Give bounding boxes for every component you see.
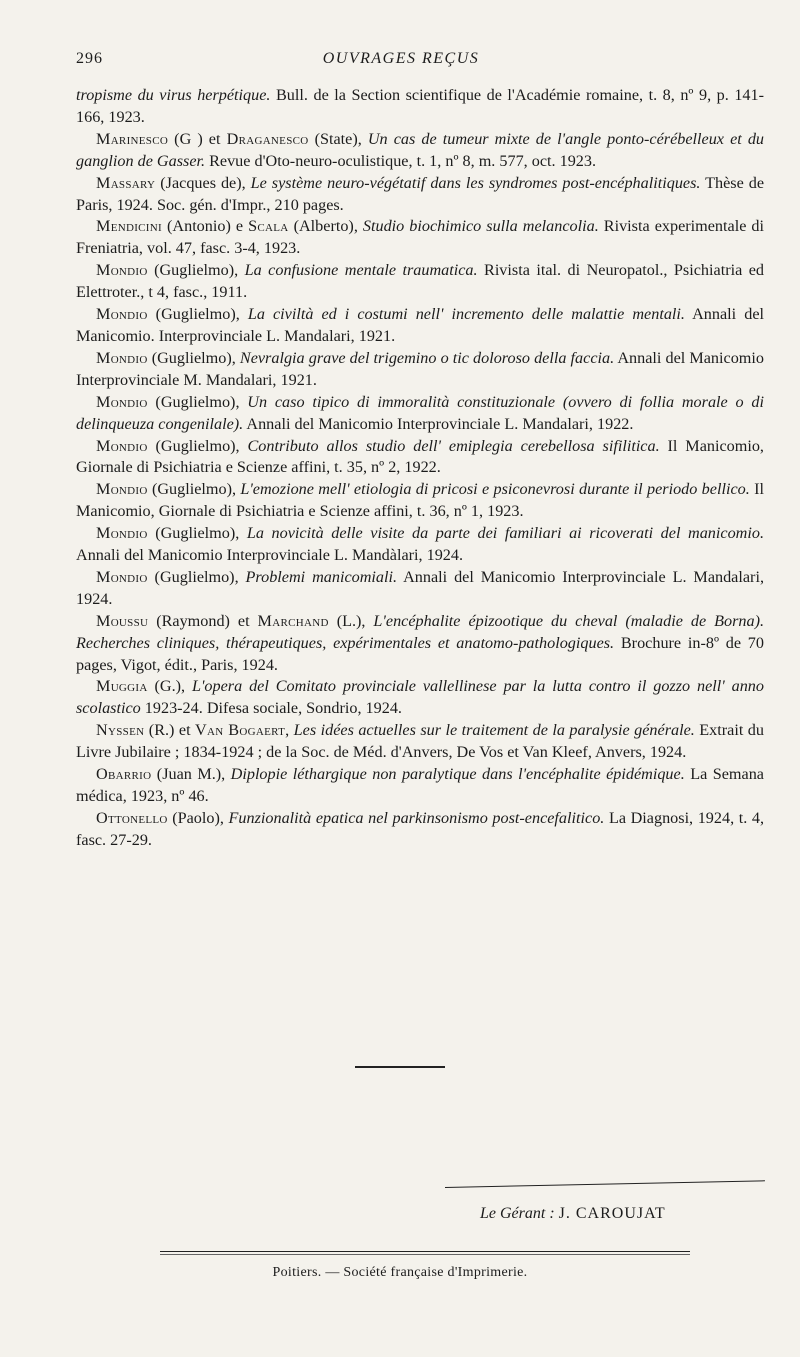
entry-title: Les idées actuelles sur le traitement de la paralysie générale.: [293, 721, 695, 740]
entry-forename: (Guglielmo),: [147, 567, 246, 586]
bibliography-entry: [76, 304, 764, 348]
bibliography-entry: [76, 808, 764, 852]
entry-title: Le système neuro-végétatif dans les syndromes post-encéphalitiques.: [250, 173, 701, 192]
section-divider: [355, 1066, 445, 1068]
entry-author: Mondio: [96, 392, 148, 411]
entry-forename: (Guglielmo),: [147, 480, 241, 499]
entry-connector: (R.) et: [144, 721, 196, 740]
entry-title: Diplopie léthargique non paralytique dans l'encéphalite épidémique.: [230, 765, 685, 784]
bibliography-entry: [76, 173, 764, 217]
entry-publication: Thèse de Paris, 1924. Soc. gén. d'Impr., 210 pages.: [76, 173, 765, 214]
entry-forename: (Alberto),: [288, 217, 363, 236]
footer-rule: [160, 1251, 690, 1252]
entry-publication: Extrait du Livre Jubilaire ; 1834-1924 ; de la Soc. de Méd. d'Anvers, De Vos et Van Kleef, Anvers, 1924.: [76, 721, 764, 762]
bibliography-entry: [76, 129, 764, 173]
entry-author: Nyssen: [96, 721, 145, 740]
entry-author: Mondio: [96, 305, 148, 324]
gerant-name: J. CAROUJAT: [558, 1205, 666, 1222]
entry-author: Obarrio: [96, 765, 152, 784]
entry-forename: (Guglielmo),: [147, 348, 240, 367]
page-header: [76, 50, 726, 74]
entry-publication: 1923-24. Difesa sociale, Sondrio, 1924.: [140, 699, 402, 718]
entry-coauthor: Van Bogaert: [195, 721, 286, 740]
entry-author: Mondio: [96, 436, 148, 455]
bibliography-entry: [76, 764, 764, 808]
entry-forename: (State),: [308, 129, 368, 148]
entry-publication: Il Manicomio, Giornale di Psichiatria e Scienze affini, t. 36, nº 1, 1923.: [76, 480, 764, 521]
entry-publication: Revue d'Oto-neuro-oculistique, t. 1, nº 8, m. 577, oct. 1923.: [205, 151, 597, 170]
entry-title: Studio biochimico sulla melancolia.: [362, 217, 599, 236]
entry-publication: Il Manicomio, Giornale di Psichiatria e Scienze affini, t. 35, nº 2, 1922.: [76, 436, 764, 477]
entry-title: Problemi manicomiali.: [245, 567, 398, 586]
entry-title: L'emozione mell' etiologia di pricosi e psiconevrosi durante il periodo bellico.: [240, 480, 750, 499]
entry-publication: Annali del Manicomio Interprovinciale L. Mandàlari, 1924.: [76, 546, 464, 565]
entry-publication: Rivista experimentale di Freniatria, vol. 47, fasc. 3-4, 1923.: [76, 217, 764, 258]
gerant-label: Le Gérant :: [480, 1205, 555, 1222]
entry-title: L'encéphalite épizootique du cheval (maladie de Borna). Recherches cliniques, thérapeutiques, expérimentales et anatomo-pathologiques.: [76, 611, 765, 652]
bibliography-list: [76, 85, 764, 852]
signature-rule: [445, 1180, 765, 1188]
entry-title: Funzionalità epatica nel parkinsonismo post-encefalitico.: [228, 808, 605, 827]
bibliography-entry: [76, 260, 764, 304]
bibliography-entry: [76, 720, 764, 764]
entry-forename: (Paolo),: [167, 808, 229, 827]
entry-author: Mondio: [96, 480, 148, 499]
bibliography-entry: [76, 523, 764, 567]
entry-author: Marinesco: [96, 129, 169, 148]
entry-publication: Brochure in-8º de 70 pages, Vigot, édit., Paris, 1924.: [76, 633, 764, 674]
entry-title: La confusione mentale traumatica.: [244, 261, 478, 280]
entry-forename: (Guglielmo),: [147, 524, 247, 543]
entry-title: Un caso tipico di immoralità constituzionale (ovvero di follia morale o di delinqueuza congenilale).: [76, 392, 764, 433]
entry-forename: (L.),: [328, 611, 374, 630]
entry-publication: Annali del Manicomio Interprovinciale M. Mandalari, 1921.: [76, 348, 764, 389]
entry-title: L'opera del Comitato provinciale vallellinese par la lutta contro il gozzo nell' anno scolastico: [76, 677, 764, 718]
entry-publication: Rivista ital. di Neuropatol., Psichiatria ed Elettroter., t 4, fasc., 1911.: [76, 261, 764, 302]
entry-title: Nevralgia grave del trigemino o tic doloroso della faccia.: [239, 348, 615, 367]
entry-forename: (Guglielmo),: [147, 436, 248, 455]
entry-author: Mondio: [96, 567, 148, 586]
entry-author: Mondio: [96, 524, 148, 543]
entry-publication: Annali del Manicomio Interprovinciale L. Mandalari, 1924.: [76, 567, 764, 608]
bibliography-entry: [76, 436, 764, 480]
running-title: OUVRAGES REÇUS: [322, 50, 480, 67]
page-number: 296: [76, 50, 103, 67]
entry-publication: Bull. de la Section scientifique de l'Académie romaine, t. 8, nº 9, p. 141-166, 1923.: [76, 86, 764, 126]
entry-coauthor: Scala: [248, 217, 289, 236]
entry-forename: (Juan M.),: [151, 765, 231, 784]
entry-forename: (Jacques de),: [155, 173, 251, 192]
entry-author: Mondio: [96, 261, 148, 280]
entry-coauthor: Marchand: [257, 611, 329, 630]
bibliography-entry: [76, 348, 764, 392]
bibliography-entry: [76, 479, 764, 523]
footer-rule-secondary: [160, 1254, 690, 1255]
entry-title: tropisme du virus herpétique.: [76, 86, 271, 104]
entry-title: La novicità delle visite da parte dei familiari ai ricoverati del manicomio.: [246, 524, 764, 543]
gerant-line: [480, 1205, 760, 1223]
printer-imprint: Poitiers. — Société française d'Imprimerie.: [272, 1265, 528, 1280]
bibliography-entry: [76, 216, 764, 260]
entry-publication: La Semana médica, 1923, nº 46.: [76, 765, 764, 805]
entry-connector: (Antonio) e: [161, 217, 249, 236]
entry-author: Ottonello: [96, 808, 168, 827]
entry-forename: (Guglielmo),: [147, 261, 245, 280]
bibliography-entry: [76, 611, 764, 677]
entry-forename: ,: [285, 721, 294, 740]
entry-author: Muggia: [96, 677, 148, 696]
entry-publication: Annali del Manicomio. Interprovinciale L. Mandalari, 1921.: [76, 305, 764, 345]
bibliography-entry: [76, 392, 764, 436]
entry-forename: (Guglielmo),: [147, 392, 248, 411]
entry-author: Mondio: [96, 348, 148, 367]
entry-forename: (G.),: [147, 677, 192, 696]
entry-title: La civiltà ed i costumi nell' incremento delle malattie mentali.: [247, 305, 685, 324]
entry-title: Un cas de tumeur mixte de l'angle ponto-cérébelleux et du ganglion de Gasser.: [76, 129, 765, 170]
entry-title: Contributo allos studio dell' emiplegia cerebellosa sifilitica.: [247, 436, 660, 455]
entry-publication: Annali del Manicomio Interprovinciale L. Mandalari, 1922.: [243, 414, 634, 433]
entry-author: Mendicini: [96, 217, 162, 236]
entry-publication: La Diagnosi, 1924, t. 4, fasc. 27-29.: [76, 808, 765, 849]
entry-forename: (Guglielmo),: [147, 305, 248, 324]
entry-author: Moussu: [96, 611, 149, 630]
bibliography-entry: [76, 676, 764, 720]
bibliography-entry: [76, 567, 764, 611]
bibliography-entry: [76, 85, 764, 129]
entry-connector: (Raymond) et: [148, 611, 258, 630]
entry-coauthor: Draganesco: [226, 129, 309, 148]
entry-connector: (G ) et: [168, 129, 227, 148]
entry-author: Massary: [96, 173, 156, 192]
